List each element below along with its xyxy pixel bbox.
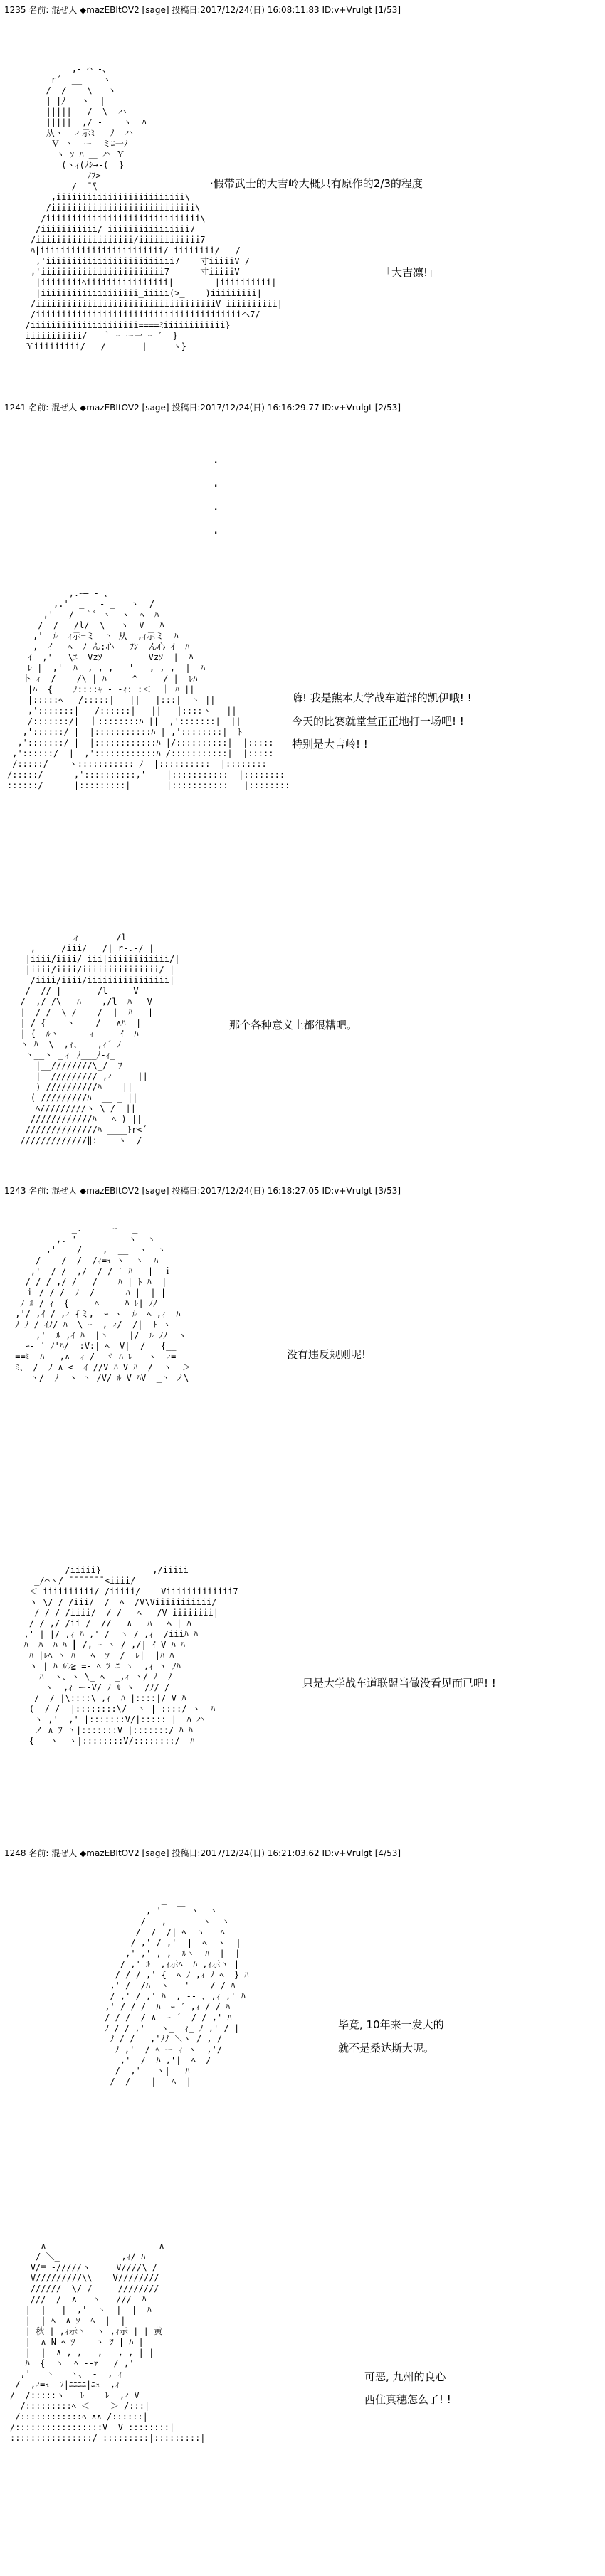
dialogue-line: 毕竟, 10年来一发大的 <box>338 2018 444 2031</box>
post-header: 1235 名前: 混ぜ人 ◆mazEBItOV2 [sage] 投稿日:2017/12/24(日) 16:08:11.83 ID:v+Vrulgt [1/53] <box>4 5 401 15</box>
dialogue-line: 就不是桑达斯大呢。 <box>338 2042 435 2055</box>
dialogue-line: 可恶, 九州的良心 <box>364 2370 446 2383</box>
ascii-art: ,.ｰ― - 、 ,.' _ - _ ヽ / ,' / ｀ﾞ ヽ ヽ ﾍ ﾊ / / /l/ \ ヽ V ﾊ ,' ﾙ ｨ示=ミ ヽ 从 ,ｨ示ミ ﾊ , ｲ ﾍ ﾉ ん:心 ﾌﾝ ん心 ｲ ﾊ ｲ ,' \ｴ Vzｿ Vzｿ | ﾊ ﾚ | ,' ﾊ , , , ' , , , | ﾊ 卜-ｨ / /\ | ﾊ ^ / | ﾚﾊ |ﾊ { ﾉ::::ｬ - -ｨ: :＜ ｜ ﾊ || |:::::ﾍ /:::::| || |:::| ヽ || ,':::::::| /::::::| || |::::ヽ || /:::::::/| ｜::::::::ﾊ || ,':::::::| || ,'::::::/ | |:::::::::::ﾊ | ,'::::::::| ﾄ ,':::::::/ | |::::::::::::ﾊ |/::::::::::| |::::: ,'::::::/ | ,'::::::::::::ﾊ /:::::::::::| |::::: /:::::/ ヽ::::::::::: ﾉ |:::::::::: |:::::::: /:::::/ ,'::::::::::,' |::::::::::: |:::::::: ::::::/ |:::::::::| |::::::::::: |:::::::: <box>7 588 290 790</box>
ascii-art: _ , ' ￣ ヽ ヽ / , - ヽ ヽ / / /| ﾍ ヽ ﾍ / ,' / ,' | ﾍ ヽ | ,' ,' , , ﾙヽ ﾊ | | / ,' ﾙ ,ｨ示ﾍ ﾊ ,ｨ示ヽ | / / / ,' { ﾍ ﾉ ,ｨ ﾉ ﾍ } ﾊ ,' / /ﾊ ヽ ' / / ﾊ / ,' / ,' ﾊ , -‐ ､ ,ｨ ,' ﾊ ,' / / / ﾊ ｰ ´ ,ｨ / / ﾊ / / / / ∧ ｰ ´ / / ,' ﾊ ﾉ / / ,' ヽ_ ｨ_ ﾉ ,' / | ﾉ / / ,'ﾉﾉ ＼ヽ / , / ﾉ ,' / ﾍ ー ｨ ヽ ,'/ ,' / ﾊ ,'| ﾍ / / ,' ヽ| ﾊ / / | ﾍ | <box>105 1895 249 2087</box>
dialogue-line: 没有违反规则呢! <box>287 1348 367 1361</box>
ascii-art: ィ /l , /iii/ /| r-.-/ | |iiii/iiii/ iii|iiiiiiiiiiii/| |iiii/iiii/iiiiiiiiiiiiiii/ | /iiii/iiii/iiiiiiiiiiiiiiii| / // | /l V / ,/ /\ ﾊ ,/l ﾊ V | / / \ / / | ﾊ | | / { ヽ / ∧ﾊ | | { ﾙヽ ｨ ｲ ﾊ ヽ ﾊ \__,ｨ、__ ,ｨ´ ﾉ ヽ__ヽ _ィ ﾉ___ﾉ-ｨ_ |__////////\_/ ﾌ |__/////////_,ｨ || ) //////////ﾊ || ( /////////ﾊ __ _ || ﾍ/////////ヽ \ / || ////////////ﾊ ﾍ ) || //////////////ﾊ ____ﾄr<´ /////////////‖:____ヽ _/ <box>20 933 180 1145</box>
post-header: 1248 名前: 混ぜ人 ◆mazEBItOV2 [sage] 投稿日:2017/12/24(日) 16:21:03.62 ID:v+Vrulgt [4/53] <box>4 1848 401 1858</box>
dialogue-line: 那个各种意义上都很糟吧。 <box>229 1019 358 1032</box>
dialogue-line: 特别是大吉岭! ! <box>292 738 368 751</box>
ellipsis-dots: . . . . <box>214 450 219 537</box>
dialogue-line: ·假带武士的大吉岭大概只有原作的2/3的程度 <box>210 177 423 190</box>
dialogue-line: 「大吉凛!」 <box>381 266 439 279</box>
dialogue-line: 西住真穗怎么了! ! <box>364 2393 451 2406</box>
post-header: 1241 名前: 混ぜ人 ◆mazEBItOV2 [sage] 投稿日:2017/12/24(日) 16:16:29.77 ID:v+Vrulgt [2/53] <box>4 403 401 413</box>
ascii-art: ∧ ∧ / ＼_ ,ｨ/ ﾊ V/≡ -/////ヽ V////\ / V/////////\\ V//////// ////// \/ / //////// /// / ∧ ヽ /// ﾊ | | | ,' ヽ | | ﾊ | | ﾍ ∧ ﾂ ﾍ | | | 秋 | ,ｨ示ヽ ヽ ,ｨ示 | | 黄 | ∧ N ﾍ ﾂ ヽ ﾂ | ﾊ | | | ∧ , , , , , | | ﾊ { ヽ ﾍ ‐-ｧ / ,' ,' ヽ ヽ、 - , ｨ / ,ｨ=ｭ ﾌ|ﾆﾆﾆﾆ|ﾆｭ ,ｨ / /:::::ヽ ﾚ ﾚ ,ｨ V /:::::::::ﾍ ＜ ＞ /:::| /::::::::::::ﾍ ∧∧ /::::::| /:::::::::::::::::V V ::::::::| ::::::::::::::::/|:::::::::|:::::::::| <box>10 2241 206 2443</box>
ascii-art: _. -‐ ｰ - _ ,. ' ヽ ヽ ,' / , __ ヽ ヽ / / / /ｨ=ｭ ヽ ヽ ﾊ ,' / / ,/ / / ′ ﾊ | ｉ / / / ,/ / / ﾊ | ﾄ ﾊ | ｉ / / / ﾉ / ﾊ | | | ﾉ ﾙ / ｨ { ﾍ ﾊ ﾚ| ﾉﾉ ,'/ ,ｲ / ,ｨ {ミ, ｰ ヽ ﾙ ﾍ ,ｨ ﾊ ﾉ ﾉ / ｲﾉ/ ﾊ \ ｰ‐ , ｨ/ /| ﾄ ヽ ,' ﾙ ,ｲ ﾊ |ヽ _ |/ ﾙ ﾉﾉ ヽ ｰ‐ ´ ﾉ'ﾊ/ :V:| ﾍ V| / {__ ==ﾐ ﾊ ,∧ ｨ / ヾ ﾊ ﾚ ヽ ｨ=- ﾐ、 / ﾉ ∧ < ｲ //V ﾊ V ﾊ / ヽ ＞ ヽ/ ﾉ ヽ ヽ /V/ ﾙ V ﾊV _ヽ ノ\ <box>15 1224 191 1383</box>
ascii-art: ,- ⌒ -、 r´ __ ヽ / / \ ヽ | |ﾉ ヽ | ||||| / \ ハ ||||| ,/ - ヽ ﾊ 从ヽ ィ示ﾐ ﾉ ハ Ｖ ヽ ー ミﾆ一ﾉ ヽ ｿ ﾊ ＿ ハ Ｙ (ヽｨ(ﾉｼ→-( } ﾉﾌ>‐- / ̄ ̄\ ,iiiiiiiiiiiiiiiiiiiiiiiii\ /iiiiiiiiiiiiiiiiiiiiiiiiiiii\ /iiiiiiiiiiiiiiiiiiiiiiiiiiiiii\ /iiiiiiiiiii/ iiiiiiiiiiiiiiii7 /iiiiiiiiiiiiiiiiiii/iiiiiiiiiiii7 ﾊ|iiiiiiiiiiiiiiiiiiiiiiii/ iiiiiiii/ / ,'iiiiiiiiiiiiiiiiiiiiiiiii7 寸iiiiiV / ,'iiiiiiiiiiiiiiiiiiiiiiii7 寸iiiiiV |iiiiiiiiﾍiiiiiiiiiiiiiiii| |iiiiiiiiii| |iiiiiiiiiiiiiiiiiii_iiiii(>_ )iiiiiiiii| /iiiiiiiiiiiiiiiiiiiiiiiiiiiiiiiiiiiV iiiiiiiiii| /iiiiiiiiiiiiiiiiiiiiiiiiiiiiiiiiiiiiiiiiヘ7/ /iiiiiiiiiiiiiiiiiiiii====ﾐiiiiiiiiiiii} iiiiiiiiiii/ ｀ ｰ ー一 ｰ ´ } Ｙiiiiiiiii/ / | ヽ} <box>25 64 283 351</box>
ascii-art: /iiiii} ,/iiiii _/⌒ヽ/ ̄ ̄ ̄ ̄ ̄ ̄ ̄ <iiii/ ＜ iiiiiiiiii/ /iiiii/ Viiiiiiiiiiiii7 ヽ \/ / /iii/ / ﾍ /V\Viiiiiiiiiii/ / / / /iiii/ / / ﾍ /V iiiiiiii| / / ,/ /ii / // ∧ ﾊ ﾍ | ﾊ ,' | |/ ,ｨ ﾊ ,' / ヽ / ,ｨ /iiiﾊ ﾊ ﾊ |ﾊ ﾊ ﾊ ┃ /, ｰ ヽ / ,/| ｲ V ﾊ ﾊ ﾊ |ﾚﾍ ヽ ﾊ ﾍ ﾂ / ﾚ| |ﾊ ﾊ ヽ | ﾊ ﾙﾚ≧ =- ﾍ ﾂ ﾆ ヽ ,ｨ ヽ ﾉﾊ ﾊ ヽ、ヽ \_ ﾍ _,ｨ ヽ/ ﾉ ﾉ ヽ ,ｨ ー-V/ ﾉ ﾙ ヽ /ﾉ/ / / / |\::::\ ,ｨ ﾊ |::::|/ V ﾊ ( / / |::::::::\/ ヽ | ::::/ ヽ ﾊ ヽ ,' ,' |:::::::V/|::::: | ﾊ ハ ノ ∧ ﾌ ヽ|:::::::V |:::::::/ ﾊ ﾊ { ヽ ヽ|::::::::V/::::::::/ ﾊ <box>23 1565 238 1746</box>
dialogue-line: 只是大学战车道联盟当做没看见而已吧! ! <box>302 1677 496 1690</box>
dialogue-line: 今天的比赛就堂堂正正地打一场吧! ! <box>292 715 464 728</box>
post-header: 1243 名前: 混ぜ人 ◆mazEBItOV2 [sage] 投稿日:2017/12/24(日) 16:18:27.05 ID:v+Vrulgt [3/53] <box>4 1186 401 1196</box>
dialogue-line: 嗨! 我是熊本大学战车道部的凯伊哦! ! <box>292 691 472 704</box>
